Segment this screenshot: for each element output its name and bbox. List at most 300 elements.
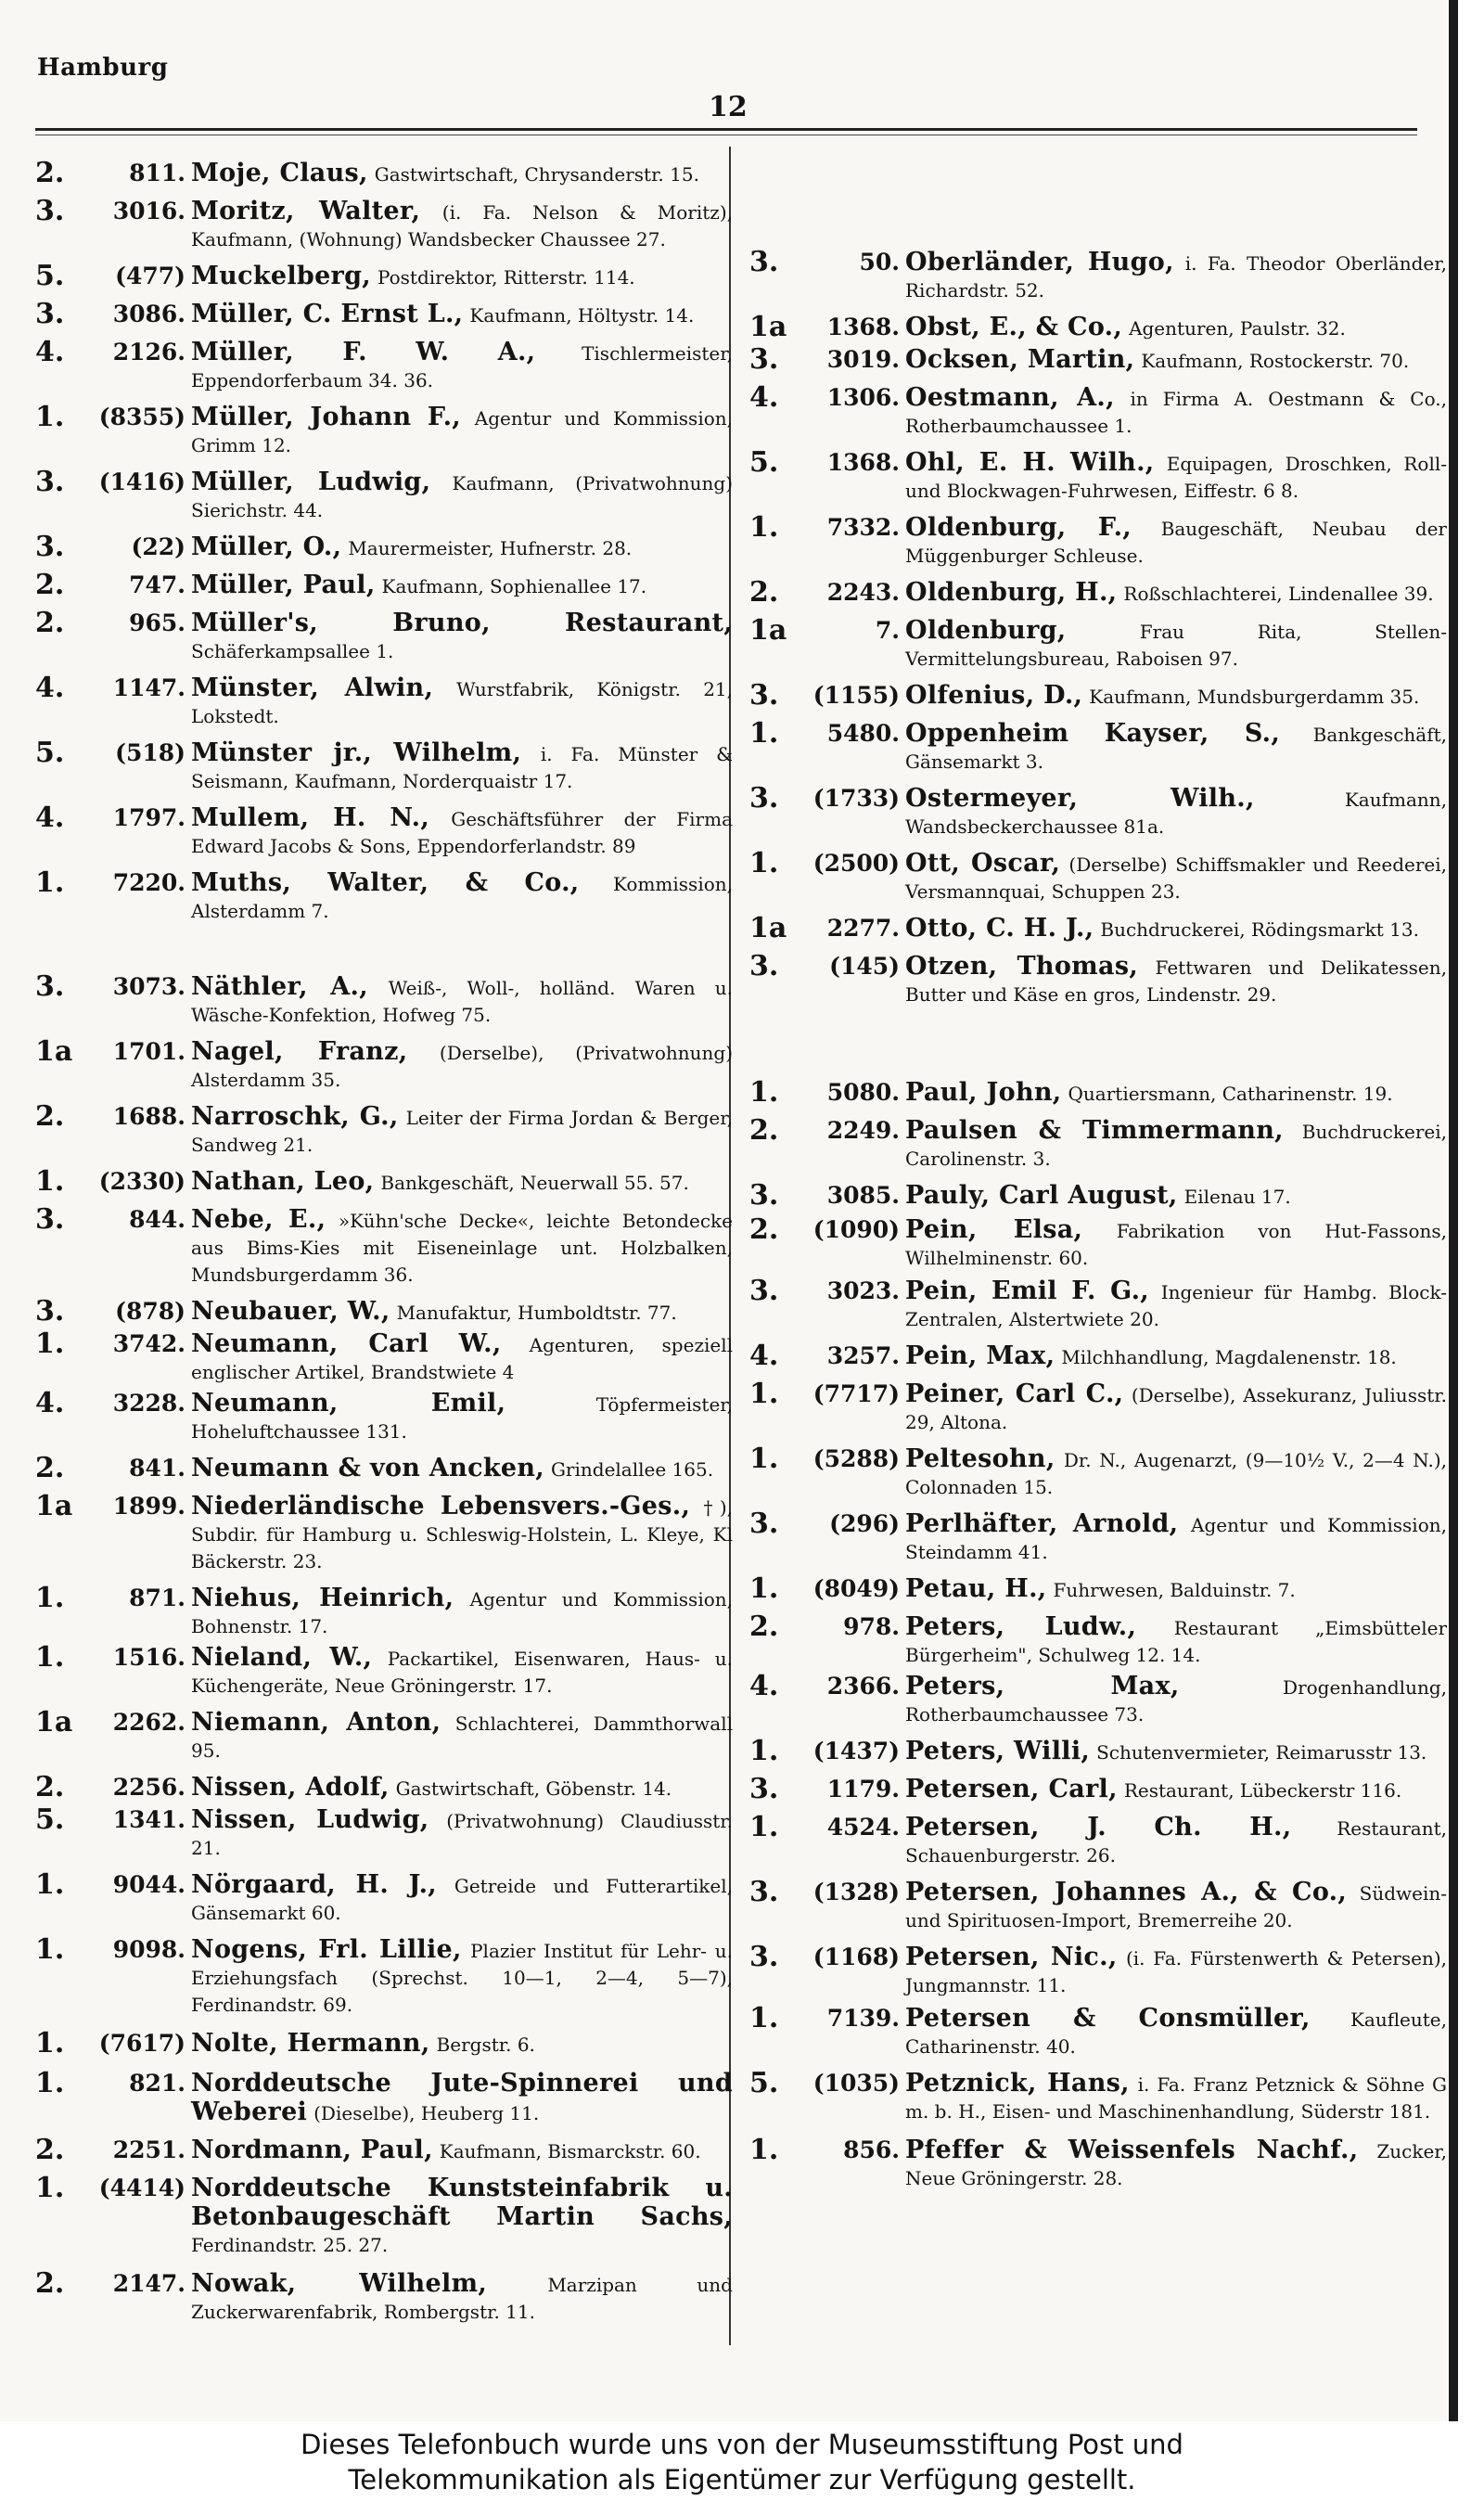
exchange-class: 3.: [35, 466, 65, 498]
entry-number: [749, 1114, 905, 1147]
entry-number: [35, 1706, 191, 1739]
directory-entry: [749, 446, 1448, 505]
exchange-class: 1.: [35, 2067, 65, 2099]
entry-number: [749, 1876, 905, 1908]
subscriber-details: Fettwaren und Delikatessen, Butter und Käse en gros, Lindenstr. 29.: [905, 956, 1447, 1006]
entry-number: [35, 1771, 191, 1803]
subscriber-name: Nissen, Ludwig,: [191, 1805, 429, 1834]
subscriber-name: Moje, Claus,: [191, 159, 368, 187]
directory-entry: [749, 2136, 1447, 2192]
phone-number: 3228.: [112, 1390, 186, 1417]
entry-text: [191, 2270, 733, 2326]
phone-number: 1516.: [112, 1644, 186, 1671]
phone-number: (518): [115, 739, 186, 766]
exchange-class: 1.: [749, 847, 779, 879]
phone-number: (8049): [812, 1575, 900, 1602]
phone-number: 50.: [859, 249, 900, 276]
entry-text: [905, 249, 1447, 304]
subscriber-name: Nowak, Wilhelm,: [191, 2269, 488, 2298]
exchange-class: 3.: [35, 970, 65, 1003]
subscriber-name: Müller, Ludwig,: [191, 468, 431, 496]
subscriber-details: Marzipan und Zuckerwarenfabrik, Rombergstr. 11.: [191, 2274, 733, 2323]
subscriber-name: Nordmann, Paul,: [191, 2136, 433, 2164]
phone-number: 747.: [129, 571, 186, 598]
entry-number: [35, 336, 191, 368]
directory-entry: [749, 1610, 1448, 1669]
subscriber-details: (Privatwohnung) Claudiusstr. 21.: [191, 1810, 734, 1859]
directory-entry: [749, 1876, 1447, 1934]
exchange-class: 1.: [35, 1868, 65, 1901]
phone-number: 1179.: [826, 1776, 900, 1803]
subscriber-name: Ocksen, Martin,: [905, 345, 1135, 374]
directory-entry: [35, 866, 733, 925]
subscriber-details: Südwein- und Spirituosen-Import, Bremerreihe 20.: [905, 1882, 1447, 1931]
directory-entry: [749, 1735, 1447, 1767]
phone-number: 2243.: [826, 579, 900, 606]
exchange-class: 1.: [749, 2002, 779, 2034]
subscriber-name: Otzen, Thomas,: [905, 952, 1139, 981]
subscriber-name: Niehus, Heinrich,: [191, 1584, 454, 1612]
subscriber-details: Gastwirtschaft, Göbenstr. 14.: [395, 1777, 672, 1800]
entry-text: [191, 2136, 733, 2165]
subscriber-details: Geschäftsführer der Firma Edward Jacobs & Sons, Eppendorferlandstr. 89: [191, 808, 734, 857]
directory-entry: [35, 1203, 733, 1289]
phone-number: 3742.: [112, 1330, 186, 1357]
entry-text: [905, 617, 1447, 673]
subscriber-details: (Derselbe), Assekuranz, Juliusstr. 29, Altona.: [905, 1384, 1447, 1433]
subscriber-details: Agentur und Kommission, Bohnenstr. 17.: [191, 1588, 733, 1637]
phone-number: 3257.: [826, 1342, 900, 1369]
subscriber-name: Moritz, Walter,: [191, 197, 421, 225]
phone-number: (1416): [98, 468, 186, 495]
entry-text: [191, 468, 733, 524]
entry-text: [191, 1038, 733, 1094]
entry-number: [35, 531, 191, 563]
subscriber-name: Neumann, Emil,: [191, 1389, 506, 1418]
phone-number: (1155): [812, 682, 900, 709]
directory-entry: [35, 1582, 733, 1640]
phone-number: 978.: [843, 1613, 900, 1640]
scan-edge: [1449, 0, 1484, 2421]
directory-entry: [749, 311, 1447, 343]
entry-number: [35, 466, 191, 498]
phone-number: 2249.: [826, 1117, 900, 1144]
subscriber-name: Müller, Johann F.,: [191, 403, 462, 431]
directory-entry: [35, 1868, 733, 1927]
exchange-class: 2.: [749, 1114, 779, 1147]
entry-text: [191, 2030, 733, 2059]
phone-number: 2262.: [112, 1709, 186, 1736]
entry-text: [191, 404, 733, 459]
entry-number: [35, 1933, 191, 1966]
directory-entry: [749, 511, 1447, 570]
entry-number: [35, 1328, 191, 1360]
entry-number: [749, 1378, 905, 1410]
entry-text: [191, 1774, 733, 1803]
exchange-class: 1.: [749, 1811, 779, 1843]
directory-entry: [35, 2172, 733, 2259]
directory-entry: [749, 1213, 1447, 1272]
entry-number: [749, 1811, 905, 1843]
subscriber-details: (Derselbe) Schiffsmakler und Reederei, Versmannquai, Schuppen 23.: [905, 853, 1447, 903]
directory-entry: [35, 1165, 733, 1198]
subscriber-details: Agenturen, speziell englischer Artikel, Brandstwiete 4: [191, 1334, 734, 1383]
subscriber-name: Paul, John,: [905, 1078, 1062, 1107]
subscriber-name: Muths, Walter, & Co.,: [191, 868, 580, 897]
entry-text: [191, 1455, 733, 1483]
phone-number: (4414): [98, 2175, 186, 2201]
phone-number: (5288): [812, 1445, 900, 1472]
exchange-class: 1a: [35, 1035, 73, 1068]
phone-number: 2366.: [826, 1673, 900, 1700]
phone-number: 844.: [129, 1206, 186, 1233]
subscriber-details: Tischlermeister, Eppendorferbaum 34. 36.: [191, 342, 733, 391]
entry-text: [191, 869, 733, 925]
entry-number: [35, 2027, 191, 2059]
exchange-class: 3.: [749, 1179, 779, 1212]
entry-number: [749, 1076, 905, 1109]
entry-number: [35, 298, 191, 330]
phone-number: (145): [829, 953, 900, 980]
directory-entry: [749, 912, 1447, 944]
subscriber-name: Peters, Willi,: [905, 1737, 1091, 1765]
entry-number: [749, 576, 905, 609]
entry-text: [191, 198, 733, 253]
subscriber-name: Olfenius, D.,: [905, 681, 1083, 710]
subscriber-details: i. Fa. Franz Petznick & Söhne G m. b. H., Eisen- und Maschinenhandlung, Süderstr 181.: [905, 2073, 1447, 2123]
exchange-class: 5.: [749, 2067, 779, 2099]
subscriber-details: Manufaktur, Humboldtstr. 77.: [396, 1302, 677, 1324]
exchange-class: 1.: [749, 1443, 779, 1475]
exchange-class: 1.: [35, 401, 65, 433]
subscriber-details: Eilenau 17.: [1183, 1186, 1291, 1208]
subscriber-details: Wurstfabrik, Königstr. 21, Lokstedt.: [191, 678, 734, 727]
exchange-class: 5.: [35, 737, 65, 769]
directory-entry: [35, 260, 733, 292]
entry-number: [35, 1868, 191, 1901]
subscriber-details: Baugeschäft, Neubau der Müggenburger Schleuse.: [905, 518, 1447, 567]
subscriber-name: Müller, O.,: [191, 532, 342, 561]
subscriber-details: i. Fa. Münster & Seismann, Kaufmann, Norderquaistr 17.: [191, 743, 733, 792]
entry-number: [749, 511, 905, 544]
subscriber-name: Petersen, Carl,: [905, 1775, 1118, 1803]
entry-text: [905, 1673, 1447, 1728]
entry-text: [191, 533, 733, 562]
directory-entry: [35, 1387, 734, 1445]
phone-number: (296): [829, 1510, 900, 1537]
directory-entry: [35, 674, 733, 730]
directory-entry: [749, 717, 1447, 776]
directory-entry: [35, 2067, 733, 2127]
directory-entry: [35, 1771, 733, 1803]
subscriber-details: Kaufmann, Bismarckstr. 60.: [439, 2140, 701, 2162]
directory-entry: [35, 468, 733, 524]
subscriber-name: Oldenburg, H.,: [905, 578, 1118, 607]
entry-text: [905, 1117, 1447, 1173]
phone-number: 811.: [129, 160, 186, 186]
exchange-class: 1a: [749, 614, 787, 647]
exchange-class: 1.: [35, 2172, 65, 2204]
phone-number: (8355): [98, 404, 186, 430]
phone-number: 7.: [875, 617, 900, 644]
phone-number: 3086.: [112, 301, 186, 327]
subscriber-name: Petau, H.,: [905, 1574, 1047, 1603]
subscriber-name: Müller, Paul,: [191, 571, 376, 599]
entry-number: [749, 912, 905, 944]
exchange-class: 4.: [749, 381, 779, 414]
directory-entry: [35, 157, 733, 189]
directory-entry: [749, 1076, 1447, 1109]
entry-number: [35, 157, 191, 189]
phone-number: 1341.: [112, 1806, 186, 1833]
phone-number: 965.: [129, 609, 186, 636]
entry-text: [191, 1390, 733, 1445]
phone-number: 1701.: [112, 1038, 186, 1065]
entry-number: [749, 614, 905, 647]
directory-entry: [35, 970, 733, 1029]
footer-note: [0, 2421, 1484, 2502]
entry-number: [35, 1490, 191, 1522]
directory-entry: [749, 246, 1447, 304]
entry-text: [905, 1776, 1447, 1804]
exchange-class: 1.: [749, 511, 779, 544]
entry-text: [191, 339, 733, 394]
subscriber-name: Pauly, Carl August,: [905, 1181, 1178, 1210]
directory-entry: [749, 1572, 1447, 1605]
directory-entry: [749, 950, 1447, 1008]
subscriber-name: Nörgaard, H. J.,: [191, 1870, 437, 1899]
subscriber-details: »Kühn'sche Decke«, leichte Betondecke aus Bims-Kies mit Eiseneinlage unt. Holzbalken, Mundsburgerdamm 36.: [191, 1210, 733, 1286]
directory-entry: [35, 804, 733, 860]
directory-entry: [35, 1330, 733, 1386]
phone-number: 7220.: [112, 869, 186, 896]
subscriber-details: in Firma A. Oestmann & Co., Rotherbaumchaussee 1.: [905, 388, 1447, 437]
exchange-class: 2.: [35, 607, 65, 639]
phone-number: (7717): [812, 1380, 900, 1407]
directory-entry: [749, 1114, 1447, 1173]
directory-entry: [35, 336, 733, 394]
subscriber-name: Peters, Ludw.,: [905, 1612, 1137, 1641]
phone-number: (2500): [812, 850, 900, 877]
entry-number: [35, 1641, 191, 1674]
subscriber-details: Agentur und Kommission, Steindamm 41.: [905, 1514, 1447, 1563]
subscriber-details: Gastwirtschaft, Chrysanderstr. 15.: [374, 163, 699, 186]
directory-entry: [35, 2027, 733, 2059]
entry-number: [35, 1035, 191, 1068]
exchange-class: 1.: [35, 1165, 65, 1198]
subscriber-name: Narroschk, G.,: [191, 1102, 399, 1131]
subscriber-name: Niederländische Lebensvers.-Ges.,: [191, 1492, 691, 1520]
entry-number: [35, 1295, 191, 1328]
phone-number: 9044.: [112, 1871, 186, 1898]
directory-entry: [749, 2002, 1447, 2060]
entry-text: [905, 915, 1447, 943]
subscriber-name: Norddeutsche Kunststeinfabrik u. Betonbaugeschäft Martin Sachs,: [191, 2174, 733, 2231]
entry-text: [191, 2175, 733, 2259]
entry-text: [191, 1330, 733, 1386]
entry-text: [905, 346, 1447, 375]
entry-number: [35, 2267, 191, 2300]
directory-entry: [749, 1380, 1447, 1436]
entry-number: [35, 1803, 191, 1836]
entry-text: [905, 1342, 1447, 1371]
entry-number: [749, 343, 905, 376]
exchange-class: 4.: [35, 1387, 65, 1419]
subscriber-details: Bankgeschäft, Gänsemarkt 3.: [905, 724, 1447, 773]
directory-entry: [35, 1100, 733, 1159]
entry-text: [191, 1936, 733, 2019]
entry-text: [191, 973, 733, 1029]
exchange-class: 5.: [35, 260, 65, 292]
phone-number: 1797.: [112, 804, 186, 831]
phone-number: 9098.: [112, 1936, 186, 1963]
exchange-class: 3.: [35, 1295, 65, 1328]
subscriber-name: Muckelberg,: [191, 262, 371, 290]
entry-text: [191, 1168, 733, 1197]
directory-entry: [749, 381, 1447, 440]
city-heading: Hamburg: [37, 54, 169, 82]
entry-number: [35, 607, 191, 639]
directory-entry: [35, 609, 733, 665]
subscriber-name: Niemann, Anton,: [191, 1708, 441, 1737]
phone-number: 3019.: [826, 346, 900, 373]
subscriber-name: Petersen, Johannes A., & Co.,: [905, 1878, 1348, 1906]
subscriber-details: Kaufmann, Rostockerstr. 70.: [1141, 350, 1410, 372]
entry-text: [191, 1298, 733, 1327]
entry-text: [905, 1380, 1447, 1436]
directory-entry: [749, 679, 1447, 712]
entry-number: [35, 866, 191, 899]
subscriber-details: Restaurant „Eimsbütteler Bürgerheim", Schulweg 12. 14.: [905, 1617, 1448, 1666]
subscriber-name: Pein, Max,: [905, 1341, 1055, 1370]
exchange-class: 4.: [749, 1670, 779, 1702]
subscriber-details: Bergstr. 6.: [436, 2034, 535, 2056]
exchange-class: 4.: [35, 672, 65, 704]
subscriber-details: Kaufmann, Mundsburgerdamm 35.: [1089, 686, 1420, 708]
entry-number: [35, 1100, 191, 1133]
subscriber-details: (Dieselbe), Heuberg 11.: [313, 2102, 540, 2124]
subscriber-name: Petersen, J. Ch. H.,: [905, 1813, 1292, 1841]
exchange-class: 3.: [35, 1203, 65, 1236]
subscriber-details: Getreide und Futterartikel, Gänsemarkt 60.: [191, 1875, 733, 1924]
entry-text: [191, 674, 733, 730]
subscriber-details: Buchdruckerei, Rödingsmarkt 13.: [1100, 918, 1419, 941]
directory-entry: [749, 1179, 1447, 1212]
phone-number: 3073.: [112, 973, 186, 1000]
exchange-class: 2.: [35, 1771, 65, 1803]
phone-number: 871.: [129, 1585, 186, 1611]
entry-number: [35, 1387, 191, 1419]
entry-text: [191, 1493, 733, 1575]
phone-number: (22): [131, 533, 186, 560]
directory-entry: [749, 576, 1447, 609]
entry-number: [35, 569, 191, 601]
subscriber-details: Buchdruckerei, Carolinenstr. 3.: [905, 1121, 1447, 1170]
exchange-class: 3.: [749, 1508, 779, 1540]
entry-text: [191, 739, 733, 795]
directory-entry: [749, 782, 1447, 840]
phone-number: (1733): [812, 785, 900, 812]
entry-text: [191, 1871, 733, 1927]
entry-text: [191, 263, 733, 291]
subscriber-name: Obst, E., & Co.,: [905, 313, 1123, 341]
subscriber-name: Otto, C. H. J.,: [905, 914, 1094, 943]
entry-text: [191, 1206, 733, 1289]
subscriber-details: Packartikel, Eisenwaren, Haus- u. Küchengeräte, Neue Gröningerstr. 17.: [191, 1648, 733, 1697]
subscriber-name: Oldenburg, F.,: [905, 513, 1132, 542]
subscriber-details: Kommission, Alsterdamm 7.: [191, 873, 733, 922]
subscriber-details: Frau Rita, Stellen-Vermittelungsbureau, Raboisen 97.: [905, 621, 1447, 670]
subscriber-details: Restaurant, Lübeckerstr 116.: [1123, 1779, 1402, 1802]
subscriber-details: Milchhandlung, Magdalenenstr. 18.: [1061, 1346, 1397, 1368]
entry-number: [35, 1452, 191, 1484]
exchange-class: 3.: [749, 1876, 779, 1908]
entry-text: [905, 384, 1447, 440]
phone-number: 3016.: [112, 198, 186, 225]
subscriber-details: Fuhrwesen, Balduinstr. 7.: [1053, 1579, 1296, 1601]
entry-text: [905, 2070, 1447, 2125]
exchange-class: 1.: [35, 1641, 65, 1674]
phone-number: 7332.: [826, 514, 900, 541]
entry-text: [191, 1103, 733, 1159]
entry-text: [191, 1585, 733, 1640]
entry-text: [905, 1575, 1447, 1604]
directory-entry: [749, 343, 1447, 376]
exchange-class: 3.: [749, 343, 779, 376]
subscriber-name: Oberländer, Hugo,: [905, 248, 1174, 276]
phone-number: 841.: [129, 1455, 186, 1482]
subscriber-name: Pfeffer & Weissenfels Nachf.,: [905, 2136, 1359, 2164]
directory-entry: [749, 614, 1447, 673]
subscriber-name: Perlhäfter, Arnold,: [905, 1509, 1179, 1538]
entry-text: [191, 1709, 733, 1764]
entry-number: [749, 1735, 905, 1767]
entry-text: [905, 1182, 1447, 1211]
directory-entry: [35, 739, 733, 795]
subscriber-name: Oppenheim Kayser, S.,: [905, 719, 1281, 748]
exchange-class: 5.: [35, 1803, 65, 1836]
subscriber-details: Maurermeister, Hufnerstr. 28.: [348, 537, 633, 559]
entry-number: [35, 401, 191, 433]
phone-number: 2147.: [112, 2270, 186, 2297]
directory-entry: [749, 1773, 1447, 1805]
subscriber-details: Ingenieur für Hambg. Block-Zentralen, Alstertwiete 20.: [905, 1281, 1447, 1330]
subscriber-details: Plazier Institut für Lehr- u. Erziehungsfach (Sprechst. 10—1, 2—4, 5—7), Ferdinandstr. 69.: [191, 1940, 733, 2016]
entry-text: [191, 160, 733, 188]
entry-number: [749, 1572, 905, 1605]
directory-entry: [35, 1295, 733, 1328]
phone-number: 1306.: [826, 384, 900, 411]
entry-number: [749, 2067, 905, 2099]
exchange-class: 2.: [749, 576, 779, 609]
directory-entry: [35, 1035, 734, 1094]
page-number: 12: [709, 91, 748, 123]
subscriber-details: Kaufmann, Wandsbeckerchaussee 81a.: [905, 789, 1447, 838]
entry-number: [749, 446, 905, 479]
entry-text: [191, 609, 733, 665]
directory-entry: [749, 847, 1447, 905]
entry-text: [191, 804, 733, 860]
exchange-class: 1.: [749, 717, 779, 750]
subscriber-name: Pein, Elsa,: [905, 1215, 1083, 1244]
entry-number: [35, 737, 191, 769]
phone-number: 2256.: [112, 1774, 186, 1801]
directory-entry: [35, 2136, 733, 2165]
directory-entry: [749, 1342, 1447, 1371]
subscriber-details: i. Fa. Theodor Oberländer, Richardstr. 52.: [905, 252, 1447, 302]
exchange-class: 2.: [35, 569, 65, 601]
entry-number: [749, 1213, 905, 1246]
